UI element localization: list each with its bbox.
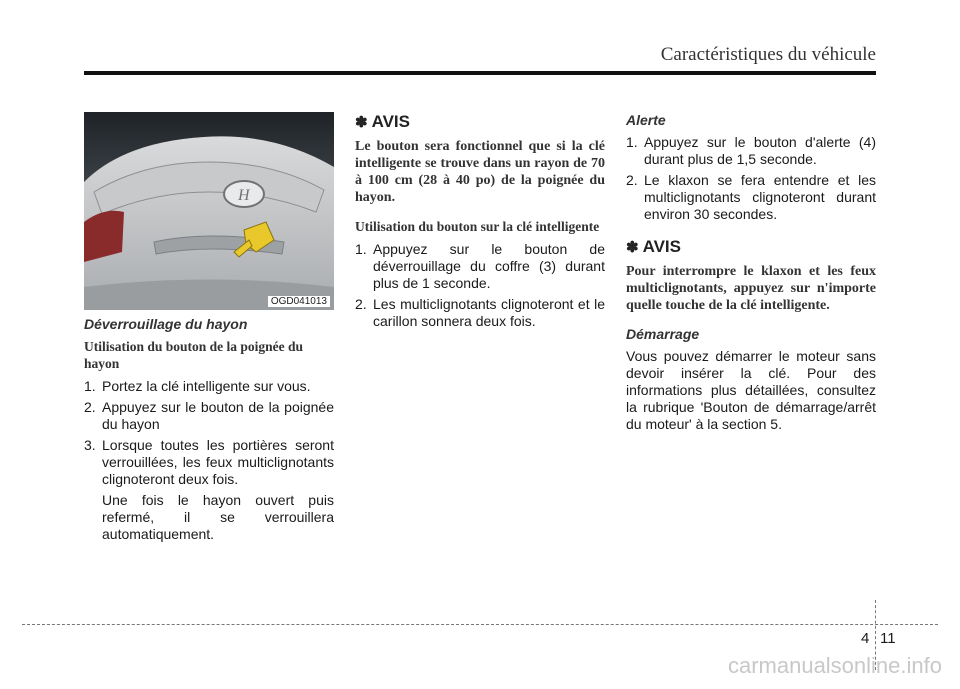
section-heading-tailgate: Déverrouillage du hayon <box>84 316 248 332</box>
list-text: Portez la clé intelligente sur vous. <box>102 378 311 394</box>
list-text: Appuyez sur le bouton de la poignée du hayon <box>102 399 334 432</box>
list-item <box>84 399 334 433</box>
list-item <box>84 437 334 488</box>
section-heading-start: Démarrage <box>626 326 700 342</box>
car-rear-illustration <box>84 112 334 310</box>
notice-text: Le bouton sera fonctionnel que si la clé intelligente se trouve dans un rayon de 70 à 100 cm (28 à 40 po) de la poignée du hayon. <box>355 139 605 205</box>
list-item <box>355 296 605 330</box>
page-number: 11 <box>880 630 896 647</box>
list-text: Lorsque toutes les portières seront verrouillées, les feux multiclignotants clignoteront deux fois. <box>102 437 334 487</box>
notice-title: AVIS <box>642 237 681 256</box>
image-reference-code: OGD041013 <box>268 296 330 307</box>
notice-star-icon: ✽ <box>626 239 639 256</box>
paragraph-start: Vous pouvez démarrer le moteur sans devoir insérer la clé. Pour des informations plus détaillées, consultez la rubrique 'Bouton de démarrage/arrêt du moteur' à la section 5. <box>626 348 876 432</box>
subsection-lead: Utilisation du bouton de la poignée du hayon <box>84 339 304 371</box>
footer-rule <box>22 624 938 625</box>
notice-heading <box>355 112 605 132</box>
subsection-lead: Utilisation du bouton sur la clé intelligente <box>355 219 600 234</box>
chapter-number: 4 <box>861 630 870 647</box>
notice-heading <box>626 237 876 257</box>
paragraph-note: Une fois le hayon ouvert puis refermé, il se verrouillera automatiquement. <box>102 492 334 542</box>
page-header-title: Caractéristiques du véhicule <box>660 44 876 65</box>
list-number: 1. <box>84 378 96 394</box>
notice-text: Pour interrompre le klaxon et les feux multiclignotants, appuyez sur n'importe quelle touche de la clé intelligente. <box>626 264 876 313</box>
list-number: 2. <box>355 296 367 312</box>
column-2 <box>355 112 605 334</box>
notice-star-icon: ✽ <box>355 114 368 131</box>
column-3 <box>626 112 876 437</box>
list-item <box>626 172 876 223</box>
list-text: Les multiclignotants clignoteront et le carillon sonnera deux fois. <box>373 296 605 329</box>
list-item <box>84 378 334 395</box>
list-text: Le klaxon se fera entendre et les multiclignotants clignoteront durant environ 30 secondes. <box>644 172 876 222</box>
list-text: Appuyez sur le bouton d'alerte (4) durant plus de 1,5 seconde. <box>644 134 876 167</box>
list-item <box>626 134 876 168</box>
list-number: 1. <box>626 134 638 150</box>
section-heading-alert: Alerte <box>626 112 666 128</box>
list-text: Appuyez sur le bouton de déverrouillage du coffre (3) durant plus de 1 seconde. <box>373 241 605 291</box>
car-tailgate-photo <box>84 112 334 310</box>
list-number: 3. <box>84 437 96 453</box>
header-rule <box>84 71 876 75</box>
watermark: carmanualsonline.info <box>727 653 942 678</box>
list-number: 2. <box>626 172 638 188</box>
notice-title: AVIS <box>371 112 410 131</box>
list-number: 2. <box>84 399 96 415</box>
list-item <box>355 241 605 292</box>
column-1 <box>84 112 334 547</box>
list-number: 1. <box>355 241 367 257</box>
svg-text:H: H <box>238 187 250 204</box>
